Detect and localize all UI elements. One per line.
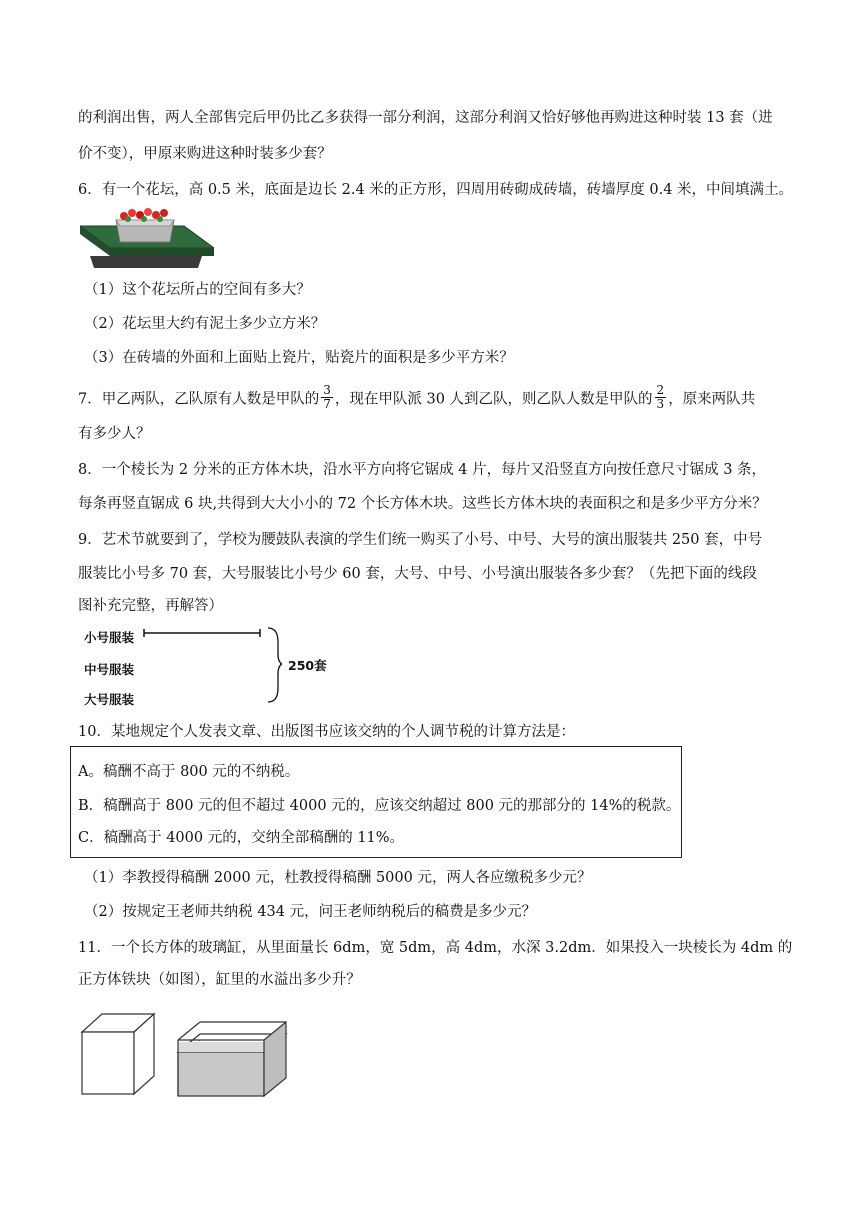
rule-c: C．稿酬高于 4000 元的，交纳全部稿酬的 11%。 <box>78 830 405 846</box>
q7-part-3: ，原来两队共 <box>668 391 756 408</box>
q10-stem: 10．某地规定个人发表文章、出版图书应该交纳的个人调节税的计算方法是： <box>78 724 575 740</box>
rule-b: B．稿酬高于 800 元的但不超过 4000 元的，应该交纳超过 800 元的那部分的 14%的税款。 <box>78 798 681 814</box>
q7-frac1-den: 7 <box>323 397 331 411</box>
q9-line-2: 服装比小号多 70 套，大号服装比小号少 60 套，大号、中号、小号演出服装各多少套？（先把下面的线段 <box>78 566 757 582</box>
q6-sub-3: （3）在砖墙的外面和上面贴上瓷片，贴瓷片的面积是多少平方米？ <box>84 350 514 366</box>
q6-stem: 6．有一个花坛，高 0.5 米，底面是边长 2.4 米的正方形，四周用砖砌成砖墙，砖墙厚度 0.4 米，中间填满土。 <box>78 182 794 198</box>
q8-line-2: 每条再竖直锯成 6 块,共得到大大小小的 72 个长方体木块。这些长方体木块的表面积之和是多少平方分米？ <box>78 496 767 512</box>
large-size-label: 大号服装 <box>84 692 135 707</box>
q7-line-1 <box>78 383 756 413</box>
q7-line-2: 有多少人？ <box>78 426 151 442</box>
q7-part-2: ，现在甲队派 30 人到乙队，则乙队人数是甲队的 <box>334 391 653 408</box>
q5-line-1: 的利润出售，两人全部售完后甲仍比乙多获得一部分利润，这部分利润又恰好够他再购进这种时装 13 套（进 <box>78 110 773 126</box>
q7-frac2-den: 3 <box>656 397 665 411</box>
cube-and-tank-illustration <box>78 1012 298 1098</box>
q7-frac1-num: 3 <box>323 383 331 397</box>
q10-sub-2: （2）按规定王老师共纳税 434 元，问王老师纳税后的稿费是多少元？ <box>84 904 537 920</box>
q11-line-1: 11．一个长方体的玻璃缸，从里面量长 6dm，宽 5dm，高 4dm，水深 3.2dm．如果投入一块棱长为 4dm 的 <box>78 940 793 956</box>
q6-sub-2: （2）花坛里大约有泥土多少立方米？ <box>84 316 326 332</box>
q5-line-2: 价不变），甲原来购进这种时装多少套？ <box>78 146 332 162</box>
q9-line-3: 图补充完整，再解答） <box>78 598 223 614</box>
q11-line-2: 正方体铁块（如图），缸里的水溢出多少升？ <box>78 972 361 988</box>
iron-cube <box>82 1014 154 1094</box>
q7-frac2-num: 2 <box>656 383 665 397</box>
rule-a: A。稿酬不高于 800 元的不纳税。 <box>78 764 300 780</box>
q9-line-1: 9．艺术节就要到了，学校为腰鼓队表演的学生们统一购买了小号、中号、大号的演出服装共 250 套，中号 <box>78 532 763 548</box>
small-size-label: 小号服装 <box>84 630 135 645</box>
glass-tank <box>178 1022 286 1096</box>
q8-line-1: 8．一个棱长为 2 分米的正方体木块，沿水平方向将它锯成 4 片，每片又沿竖直方向按任意尺寸锯成 3 条， <box>78 462 767 478</box>
segment-lines <box>142 624 282 706</box>
medium-size-label: 中号服装 <box>84 662 135 677</box>
q7-part-1: 7．甲乙两队，乙队原有人数是甲队的 <box>78 391 320 408</box>
q6-sub-1: （1）这个花坛所占的空间有多大？ <box>84 282 311 298</box>
flower-bed-illustration <box>80 204 214 270</box>
total-label: 250套 <box>288 658 327 673</box>
q7-fraction-1 <box>321 384 333 411</box>
q10-sub-1: （1）李教授得稿酬 2000 元，杜教授得稿酬 5000 元，两人各应缴税多少元？ <box>84 870 592 886</box>
q7-fraction-2 <box>655 384 667 411</box>
